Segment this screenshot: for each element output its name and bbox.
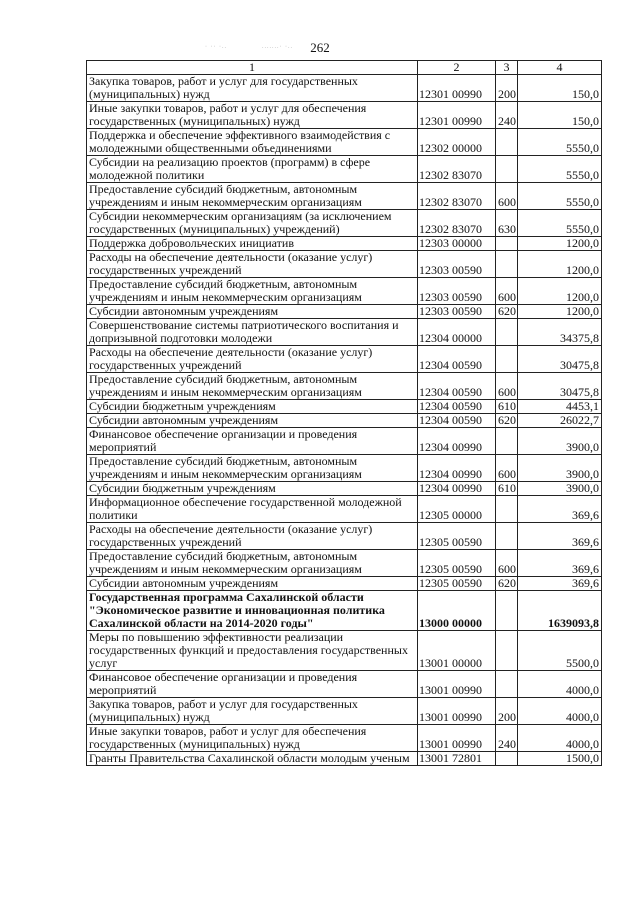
row-amount-cell: 3900,0: [518, 455, 602, 482]
row-amount-cell: 150,0: [518, 102, 602, 129]
row-code-cell: 12304 00990: [418, 482, 496, 496]
row-name-cell: Финансовое обеспечение организации и проведения мероприятий: [87, 671, 418, 698]
row-type-cell: [496, 319, 518, 346]
row-type-cell: [496, 752, 518, 766]
row-code-cell: 12302 83070: [418, 156, 496, 183]
table-row: [87, 482, 602, 496]
column-header: 1: [87, 61, 418, 75]
row-name-cell: Меры по повышению эффективности реализации государственных функций и предоставления государственных услуг: [87, 631, 418, 671]
scan-artifact: · ·· ·..: [205, 44, 227, 50]
row-amount-cell: 5550,0: [518, 183, 602, 210]
table-row: [87, 577, 602, 591]
table-row: [87, 725, 602, 752]
row-name-cell: Субсидии на реализацию проектов (программ) в сфере молодежной политики: [87, 156, 418, 183]
table-row: [87, 496, 602, 523]
table-row: [87, 671, 602, 698]
row-name-cell: Расходы на обеспечение деятельности (оказание услуг) государственных учреждений: [87, 346, 418, 373]
row-amount-cell: 1500,0: [518, 752, 602, 766]
row-type-cell: [496, 496, 518, 523]
row-amount-cell: 4453,1: [518, 400, 602, 414]
table-row: [87, 752, 602, 766]
row-amount-cell: 5550,0: [518, 129, 602, 156]
row-type-cell: [496, 591, 518, 631]
row-name-cell: Предоставление субсидий бюджетным, автономным учреждениям и иным некоммерческим организациям: [87, 550, 418, 577]
table-row: [87, 523, 602, 550]
table-row: [87, 210, 602, 237]
row-code-cell: 12302 00000: [418, 129, 496, 156]
row-name-cell: Субсидии бюджетным учреждениям: [87, 482, 418, 496]
row-code-cell: 12304 00990: [418, 455, 496, 482]
row-code-cell: 13001 00990: [418, 725, 496, 752]
table-row: [87, 75, 602, 102]
row-name-cell: Субсидии автономным учреждениям: [87, 305, 418, 319]
table-row: [87, 102, 602, 129]
row-code-cell: 12304 00590: [418, 414, 496, 428]
row-name-cell: Субсидии автономным учреждениям: [87, 577, 418, 591]
row-type-cell: 240: [496, 102, 518, 129]
row-type-cell: [496, 129, 518, 156]
table-row: [87, 631, 602, 671]
row-code-cell: 13001 72801: [418, 752, 496, 766]
row-name-cell: Гранты Правительства Сахалинской области молодым ученым: [87, 752, 418, 766]
table-row: [87, 278, 602, 305]
row-amount-cell: 30475,8: [518, 346, 602, 373]
row-amount-cell: 4000,0: [518, 671, 602, 698]
row-amount-cell: 5550,0: [518, 156, 602, 183]
table-row: [87, 346, 602, 373]
row-name-cell: Субсидии бюджетным учреждениям: [87, 400, 418, 414]
row-code-cell: 12304 00590: [418, 346, 496, 373]
row-name-cell: Закупка товаров, работ и услуг для государственных (муниципальных) нужд: [87, 698, 418, 725]
row-code-cell: 12305 00000: [418, 496, 496, 523]
row-type-cell: [496, 631, 518, 671]
table-row: [87, 428, 602, 455]
row-name-cell: Иные закупки товаров, работ и услуг для обеспечения государственных (муниципальных) нужд: [87, 725, 418, 752]
row-type-cell: 630: [496, 210, 518, 237]
row-name-cell: Закупка товаров, работ и услуг для государственных (муниципальных) нужд: [87, 75, 418, 102]
row-type-cell: 610: [496, 400, 518, 414]
row-amount-cell: 1639093,8: [518, 591, 602, 631]
row-amount-cell: 369,6: [518, 496, 602, 523]
row-amount-cell: 369,6: [518, 550, 602, 577]
column-header: 2: [418, 61, 496, 75]
row-code-cell: 12304 00990: [418, 428, 496, 455]
row-type-cell: 240: [496, 725, 518, 752]
row-amount-cell: 26022,7: [518, 414, 602, 428]
row-type-cell: 600: [496, 183, 518, 210]
table-row: [87, 319, 602, 346]
row-type-cell: [496, 251, 518, 278]
table-row: [87, 591, 602, 631]
row-amount-cell: 5500,0: [518, 631, 602, 671]
row-type-cell: 620: [496, 577, 518, 591]
row-code-cell: 12304 00000: [418, 319, 496, 346]
row-type-cell: 600: [496, 455, 518, 482]
row-code-cell: 12303 00590: [418, 278, 496, 305]
row-type-cell: 620: [496, 305, 518, 319]
row-name-cell: Предоставление субсидий бюджетным, автономным учреждениям и иным некоммерческим организациям: [87, 373, 418, 400]
table-row: [87, 373, 602, 400]
row-type-cell: [496, 428, 518, 455]
row-type-cell: 620: [496, 414, 518, 428]
column-header: 3: [496, 61, 518, 75]
table-row: [87, 698, 602, 725]
row-amount-cell: 5550,0: [518, 210, 602, 237]
row-code-cell: 12305 00590: [418, 577, 496, 591]
row-name-cell: Субсидии автономным учреждениям: [87, 414, 418, 428]
row-amount-cell: 3900,0: [518, 482, 602, 496]
row-code-cell: 12304 00590: [418, 373, 496, 400]
row-code-cell: 12301 00990: [418, 75, 496, 102]
row-type-cell: 600: [496, 373, 518, 400]
table-row: [87, 183, 602, 210]
table-row: [87, 129, 602, 156]
row-code-cell: 12305 00590: [418, 523, 496, 550]
table-row: [87, 251, 602, 278]
row-name-cell: Информационное обеспечение государственной молодежной политики: [87, 496, 418, 523]
table-row: [87, 455, 602, 482]
scan-artifact: .......· ·..: [262, 44, 293, 50]
row-amount-cell: 1200,0: [518, 251, 602, 278]
row-code-cell: 12303 00590: [418, 251, 496, 278]
row-name-cell: Предоставление субсидий бюджетным, автономным учреждениям и иным некоммерческим организациям: [87, 183, 418, 210]
row-code-cell: 12303 00000: [418, 237, 496, 251]
row-code-cell: 13001 00990: [418, 698, 496, 725]
table-row: [87, 400, 602, 414]
row-type-cell: [496, 237, 518, 251]
row-name-cell: Предоставление субсидий бюджетным, автономным учреждениям и иным некоммерческим организациям: [87, 455, 418, 482]
column-header: 4: [518, 61, 602, 75]
row-code-cell: 12302 83070: [418, 210, 496, 237]
row-name-cell: Расходы на обеспечение деятельности (оказание услуг) государственных учреждений: [87, 523, 418, 550]
table-row: [87, 414, 602, 428]
row-amount-cell: 369,6: [518, 523, 602, 550]
row-type-cell: [496, 671, 518, 698]
row-type-cell: [496, 156, 518, 183]
row-code-cell: 12301 00990: [418, 102, 496, 129]
table-row: [87, 305, 602, 319]
row-amount-cell: 150,0: [518, 75, 602, 102]
row-code-cell: 13001 00000: [418, 631, 496, 671]
row-name-cell: Расходы на обеспечение деятельности (оказание услуг) государственных учреждений: [87, 251, 418, 278]
row-type-cell: [496, 523, 518, 550]
table-row: [87, 550, 602, 577]
row-amount-cell: 1200,0: [518, 278, 602, 305]
row-code-cell: 12304 00590: [418, 400, 496, 414]
row-name-cell: Поддержка и обеспечение эффективного взаимодействия с молодежными общественными объединениями: [87, 129, 418, 156]
row-code-cell: 13000 00000: [418, 591, 496, 631]
row-name-cell: Совершенствование системы патриотического воспитания и допризывной подготовки молодежи: [87, 319, 418, 346]
page-number: 262: [310, 40, 330, 55]
row-name-cell: Предоставление субсидий бюджетным, автономным учреждениям и иным некоммерческим организациям: [87, 278, 418, 305]
row-amount-cell: 4000,0: [518, 698, 602, 725]
row-type-cell: 200: [496, 698, 518, 725]
row-name-cell: Поддержка добровольческих инициатив: [87, 237, 418, 251]
row-code-cell: 12303 00590: [418, 305, 496, 319]
row-name-cell: Субсидии некоммерческим организациям (за исключением государственных (муниципальных) учреждений): [87, 210, 418, 237]
row-type-cell: 600: [496, 278, 518, 305]
row-amount-cell: 1200,0: [518, 237, 602, 251]
row-type-cell: 610: [496, 482, 518, 496]
row-name-cell: Финансовое обеспечение организации и проведения мероприятий: [87, 428, 418, 455]
row-amount-cell: 3900,0: [518, 428, 602, 455]
row-amount-cell: 369,6: [518, 577, 602, 591]
table-header-row: [87, 61, 602, 75]
row-type-cell: 600: [496, 550, 518, 577]
row-code-cell: 12305 00590: [418, 550, 496, 577]
row-name-cell: Государственная программа Сахалинской области "Экономическое развитие и инновационная политика Сахалинской области на 2014-2020 годы": [87, 591, 418, 631]
row-code-cell: 13001 00990: [418, 671, 496, 698]
row-amount-cell: 4000,0: [518, 725, 602, 752]
row-type-cell: [496, 346, 518, 373]
row-amount-cell: 34375,8: [518, 319, 602, 346]
row-name-cell: Иные закупки товаров, работ и услуг для обеспечения государственных (муниципальных) нужд: [87, 102, 418, 129]
row-amount-cell: 1200,0: [518, 305, 602, 319]
table-row: [87, 237, 602, 251]
budget-table: [86, 60, 602, 766]
table-row: [87, 156, 602, 183]
row-amount-cell: 30475,8: [518, 373, 602, 400]
row-code-cell: 12302 83070: [418, 183, 496, 210]
row-type-cell: 200: [496, 75, 518, 102]
